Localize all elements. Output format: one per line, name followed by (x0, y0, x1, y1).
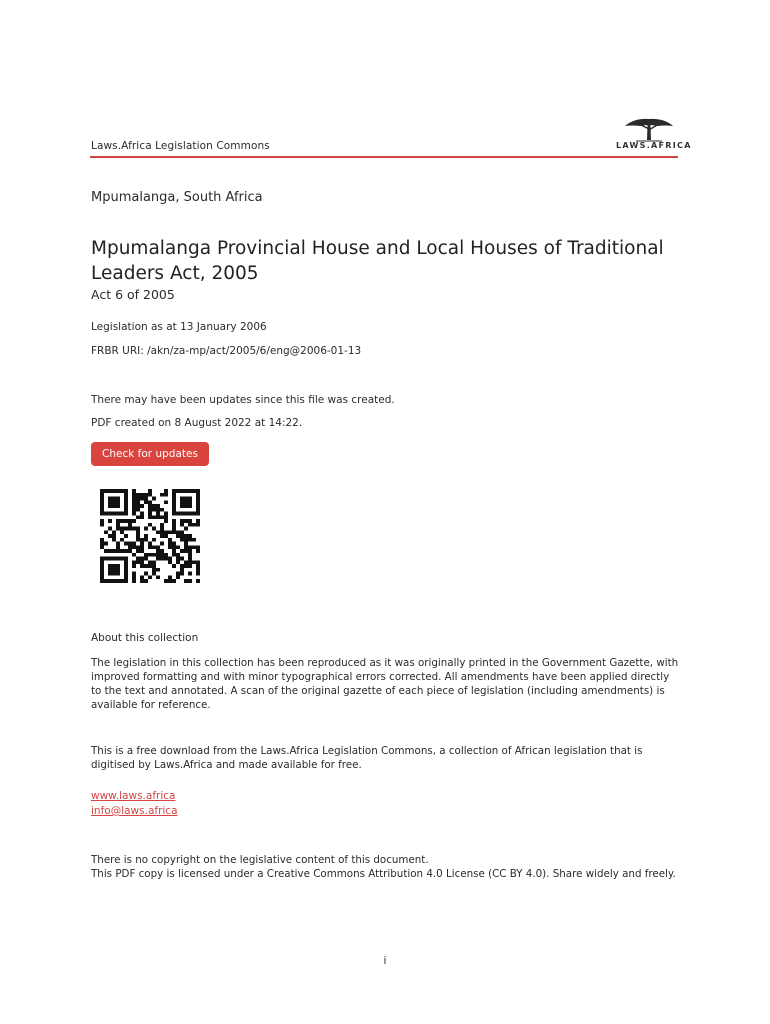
free-download-paragraph: This is a free download from the Laws.Africa Legislation Commons, a collection of African legislation that is digitised by Laws.Africa and made available for free. (91, 745, 643, 771)
about-paragraph: The legislation in this collection has been reproduced as it was originally printed in the Government Gazette, with improved formatting and with minor typographical errors corrected. All amendments have been applied directly to the text and annotated. A scan of the original gazette of each piece of legislation (including amendments) is available for reference. (91, 657, 679, 711)
pdf-created-date: PDF created on 8 August 2022 at 14:22. (91, 417, 303, 429)
page-number: i (383, 955, 387, 967)
header-divider (90, 156, 678, 158)
about-heading: About this collection (91, 632, 199, 644)
laws-africa-logo (616, 114, 692, 154)
email-link[interactable]: info@laws.africa (91, 805, 178, 817)
frbr-uri: FRBR URI: /akn/za-mp/act/2005/6/eng@2006-01-13 (91, 345, 362, 357)
qr-code-icon[interactable] (100, 489, 200, 583)
legislation-date: Legislation as at 13 January 2006 (91, 321, 267, 333)
collection-name: Laws.Africa Legislation Commons (91, 140, 270, 152)
check-for-updates-button[interactable]: Check for updates (91, 442, 209, 466)
acacia-tree-icon (616, 114, 682, 142)
act-number: Act 6 of 2005 (91, 287, 175, 302)
document-title: Mpumalanga Provincial House and Local Houses of Traditional Leaders Act, 2005 (91, 238, 664, 284)
jurisdiction: Mpumalanga, South Africa (91, 190, 263, 205)
website-link[interactable]: www.laws.africa (91, 790, 176, 802)
license-notice: This PDF copy is licensed under a Creative Commons Attribution 4.0 License (CC BY 4.0). Share widely and freely. (91, 868, 676, 880)
updates-notice: There may have been updates since this file was created. (91, 394, 395, 406)
logo-wordmark: LAWS.AFRICA (616, 141, 692, 150)
copyright-notice: There is no copyright on the legislative content of this document. (91, 854, 429, 866)
